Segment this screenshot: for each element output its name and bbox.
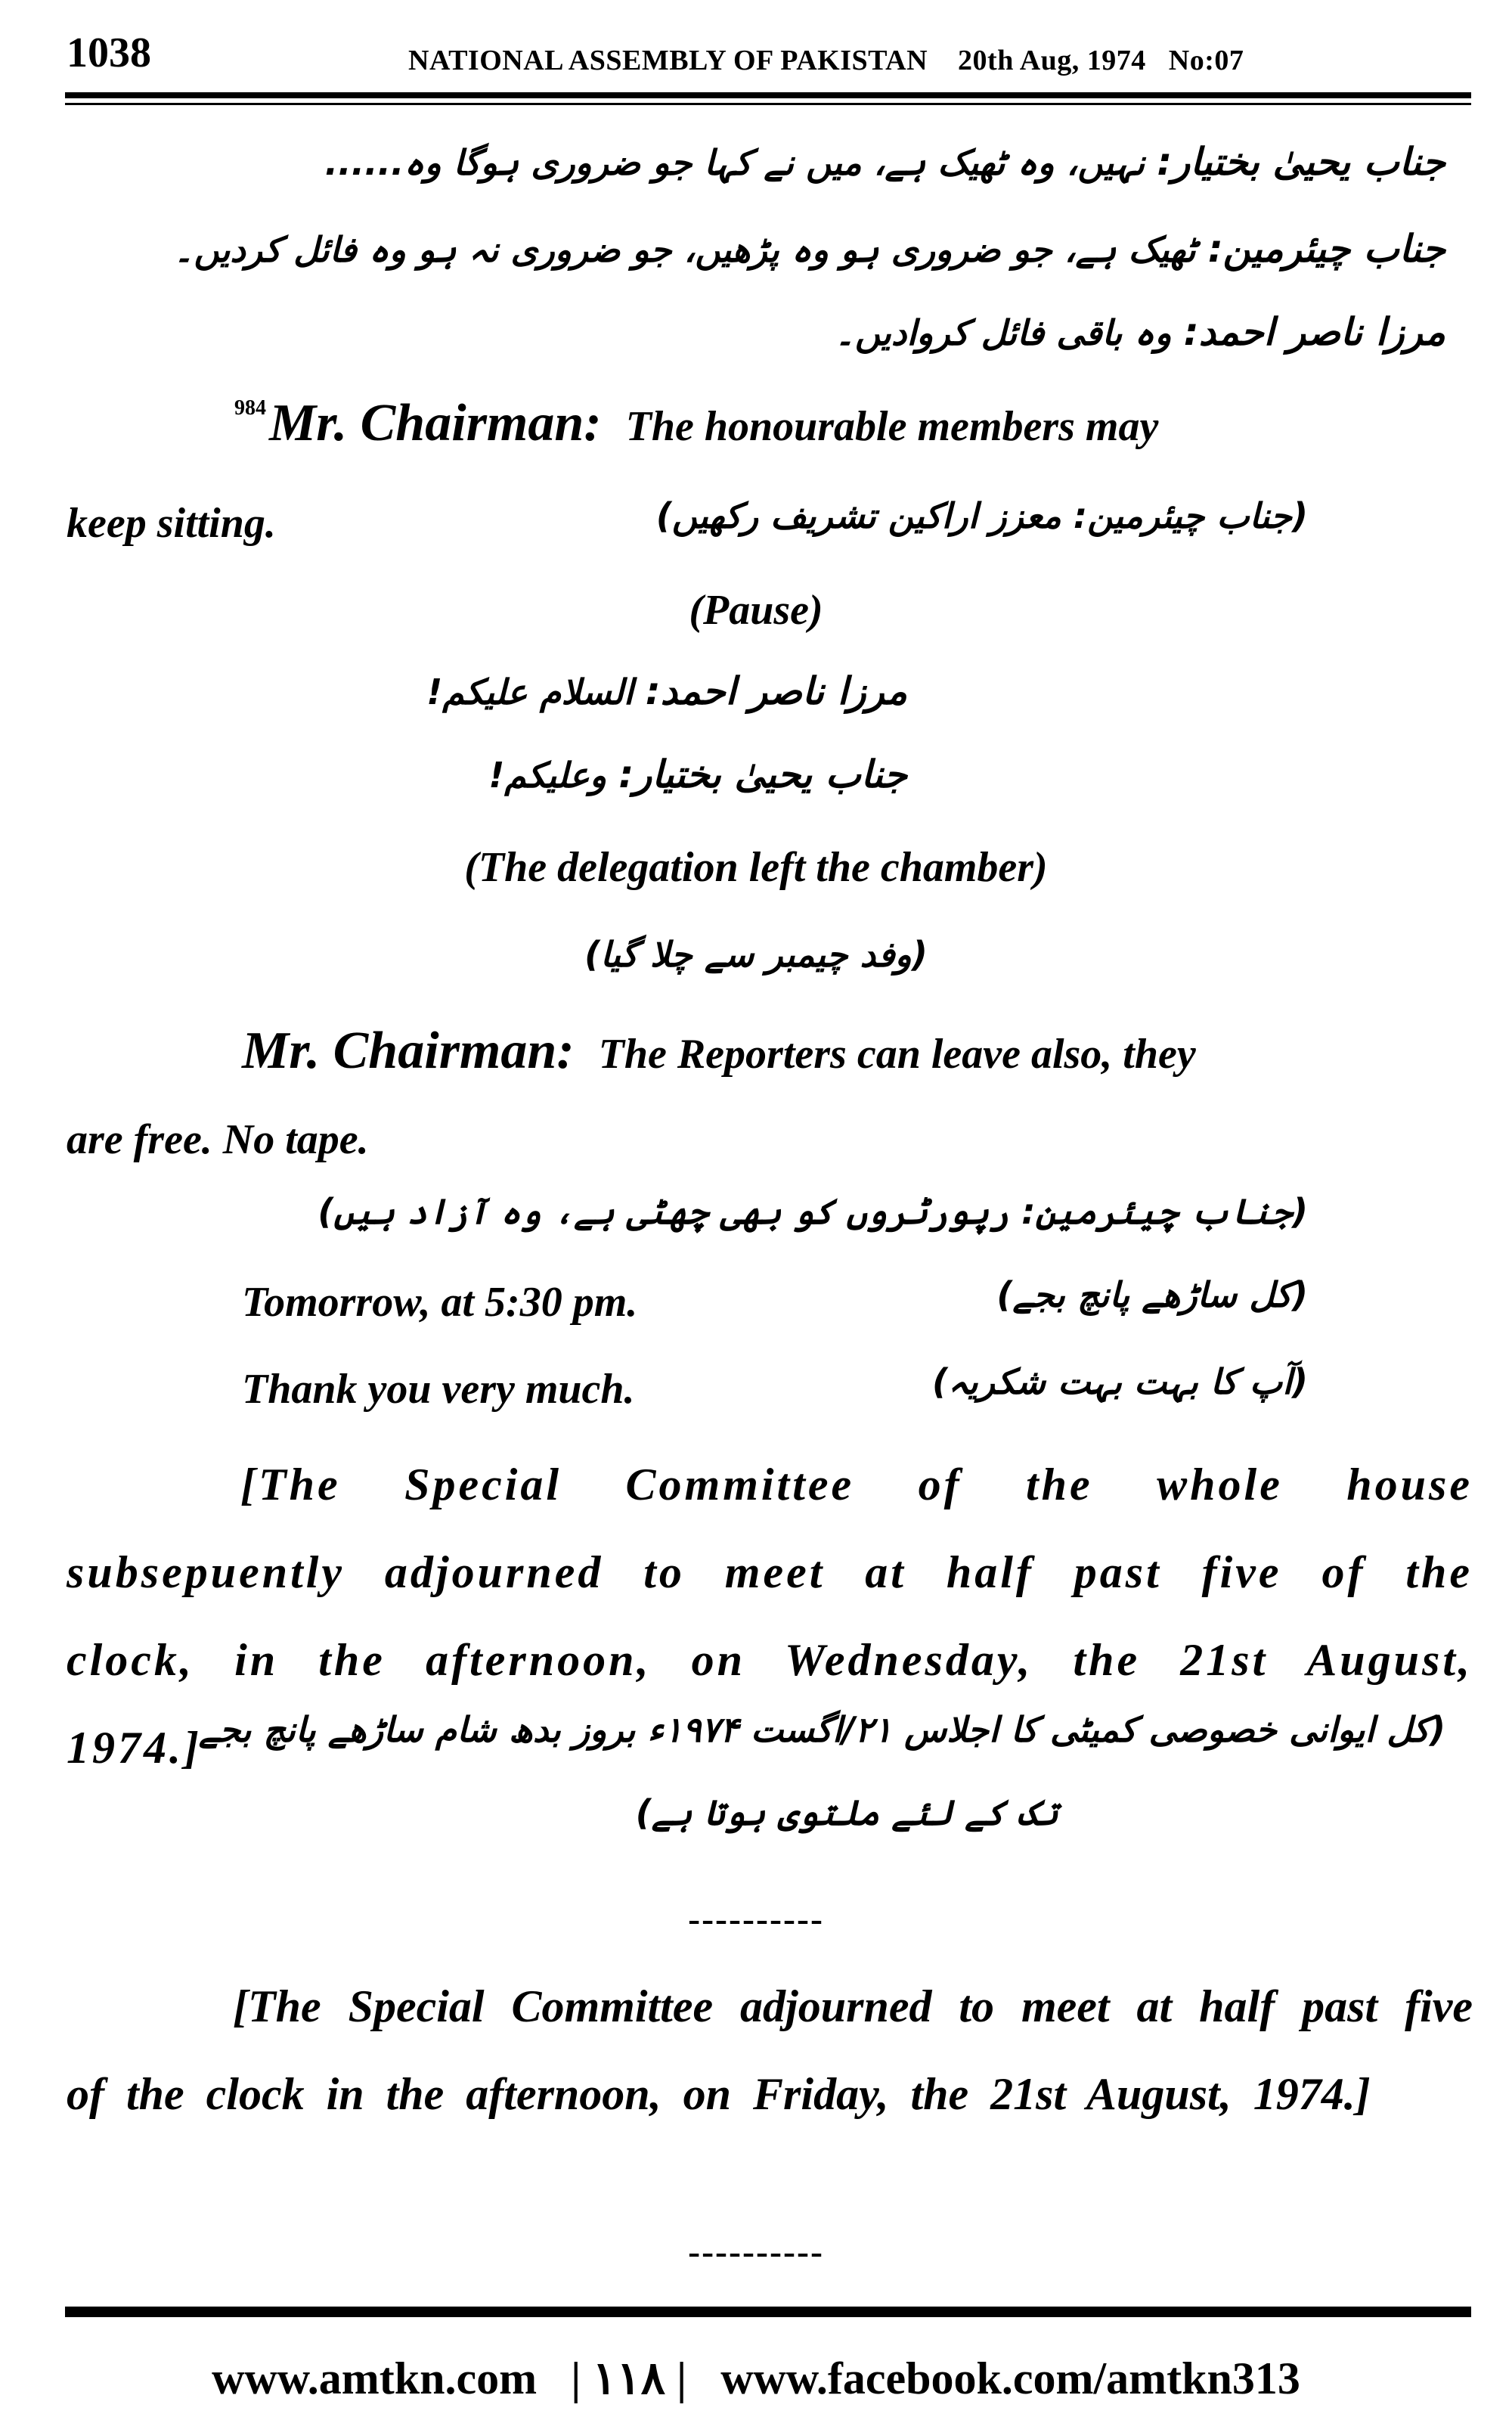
delegation-note: (The delegation left the chamber)	[464, 844, 1048, 891]
urdu-text: وہ باقی فائل کروادیں۔	[835, 312, 1172, 353]
urdu-text: وعلیکم!	[488, 755, 607, 796]
chairman-speech-line	[234, 393, 1158, 454]
urdu-text: ٹھیک ہے، جو ضروری ہو وہ پڑھیں، جو ضروری نہ ہو وہ فائل کردیں۔	[173, 229, 1196, 270]
closing-line-en: Tomorrow, at 5:30 pm.	[242, 1279, 638, 1326]
urdu-speaker: مرزا ناصر احمد:	[645, 669, 907, 713]
urdu-text: نہیں، وہ ٹھیک ہے، میں نے کہا جو ضروری ہوگا وہ......	[324, 142, 1145, 183]
speaker-name: Mr. Chairman:	[242, 1022, 575, 1080]
closing-line-ur: (کل ساڑھے پانچ بجے)	[996, 1274, 1308, 1315]
urdu-line	[426, 669, 907, 713]
separator: ----------	[688, 2232, 824, 2272]
delegation-note-urdu: (وفد چیمبر سے چلا گیا)	[584, 934, 928, 975]
urdu-line	[488, 752, 907, 796]
pause-note: (Pause)	[689, 587, 823, 634]
urdu-paragraph-line: (کل ایوانی خصوصی کمیٹی کا اجلاس ۲۱/اگست ۱۹۷۴ء بروز بدھ شام ساڑھے پانچ بجے	[198, 1709, 1445, 1750]
urdu-text: السلام علیکم!	[426, 672, 634, 712]
urdu-speaker: جناب یحییٰ بختیار:	[618, 752, 907, 796]
urdu-line	[325, 140, 1445, 184]
speech-text: The Reporters can leave also, they	[598, 1031, 1196, 1078]
header-rule-thin	[65, 103, 1471, 105]
urdu-paragraph-line: تک کے لئے ملتوی ہوتا ہے)	[635, 1792, 1058, 1833]
closing-line-en: Thank you very much.	[242, 1366, 635, 1413]
footer-rule-thick	[65, 2307, 1471, 2317]
urdu-line	[174, 227, 1445, 271]
speaker-name: Mr. Chairman:	[269, 394, 602, 452]
page-number: 1038	[67, 29, 151, 76]
running-head: NATIONAL ASSEMBLY OF PAKISTAN 20th Aug, 1974 No:07	[408, 45, 1244, 76]
adjournment-paragraph: [The Special Committee of the whole house subsepuently adjourned to meet at half past five of the clock, in the afternoon, on Wednesday, the 21st August, 1974.]	[67, 1460, 1473, 1773]
separator: ----------	[688, 1899, 824, 1939]
speech-text-continued: are free. No tape.	[67, 1116, 369, 1163]
header-rule-thick	[65, 92, 1471, 98]
urdu-translation: (جناب چیئرمین: رپورٹروں کو بھی چھٹی ہے، وہ آزاد ہیں)	[318, 1191, 1308, 1232]
urdu-translation: (جناب چیئرمین: معزز اراکین تشریف رکھیں)	[655, 495, 1308, 536]
urdu-speaker: جناب چیئرمین:	[1207, 227, 1445, 271]
speech-text-continued: keep sitting.	[67, 500, 276, 547]
speech-text: The honourable members may	[625, 403, 1159, 450]
urdu-speaker: مرزا ناصر احمد:	[1183, 310, 1445, 354]
chairman-speech-line	[242, 1021, 1196, 1081]
closing-line-ur: (آپ کا بہت بہت شکریہ)	[931, 1361, 1308, 1402]
adjournment-paragraph: [The Special Committee adjourned to meet at half past five of the clock in the afternoon, on Friday, the 21st August, 1974.]	[67, 1981, 1473, 2119]
urdu-speaker: جناب یحییٰ بختیار:	[1157, 140, 1445, 184]
footnote-number: 984	[234, 396, 266, 420]
urdu-line	[835, 310, 1445, 354]
footer-links[interactable]: www.amtkn.com | ۱۱۸ | www.facebook.com/amtkn313	[212, 2353, 1300, 2403]
